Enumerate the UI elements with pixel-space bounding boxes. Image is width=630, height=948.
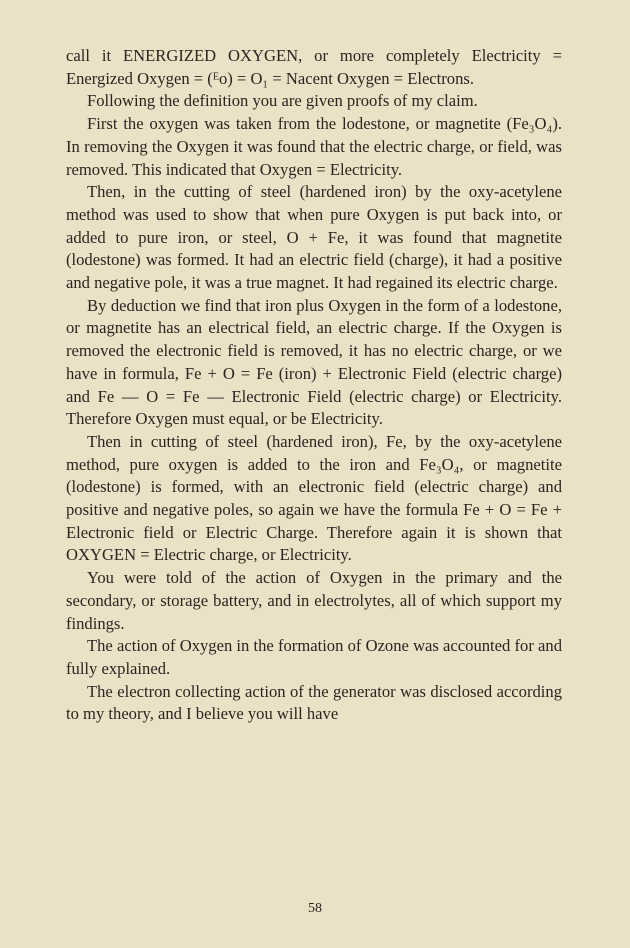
page-number: 58 bbox=[308, 901, 322, 916]
paragraph-8: The action of Oxygen in the formation of Ozone was accounted for and fully explained. bbox=[66, 636, 562, 678]
paragraph-1: call it ENERGIZED OXYGEN, or more completely Electricity = Energized Oxygen = (ᴱo) = O₁ = Nacent Oxygen = Electrons. bbox=[66, 46, 562, 88]
body-text bbox=[66, 45, 562, 726]
paragraph-5: By deduction we find that iron plus Oxygen in the form of a lodestone, or magnetite has an electrical field, an electric charge. If the Oxygen is removed the electronic field is removed, it has no electric charge, or we have in formula, Fe + O = Fe (iron) + Electronic Field (electric charge) and Fe — O = Fe — Electronic Field (electric charge) or Electricity. Therefore Oxygen must equal, or be Electricity. bbox=[66, 295, 562, 429]
paragraph-9: The electron collecting action of the generator was disclosed according to my theory, and I believe you will have bbox=[66, 681, 562, 724]
paragraph-4: Then, in the cutting of steel (hardened iron) by the oxy-acetylene method was used to show that when pure Oxygen is put back into, or added to pure iron, or steel, O + Fe, it was found that magnetite (lodestone) was formed. It had an electric field (charge), it had a positive and negative pole, it was a true magnet. It had regained its electric charge. bbox=[66, 182, 562, 293]
paragraph-3: First the oxygen was taken from the lodestone, or magnetite (Fe₃O₄). In removing the Oxygen it was found that the electric charge, or field, was removed. This indicated that Oxygen = Electricity. bbox=[66, 114, 562, 179]
paragraph-7: You were told of the action of Oxygen in the primary and the secondary, or storage battery, and in electrolytes, all of which support my findings. bbox=[66, 568, 562, 633]
paragraph-2: Following the definition you are given proofs of my claim. bbox=[87, 91, 478, 111]
paragraph-6: Then in cutting of steel (hardened iron), Fe, by the oxy-acetylene method, pure oxygen is added to the iron and Fe₃O₄, or magnetite (lodestone) is formed, with an electronic field (electric charge) and positive and negative poles, so again we have the formula Fe + O = Fe + Electronic field or Electric Charge. Therefore again it is shown that OXYGEN = Electric charge, or Electricity. bbox=[66, 431, 562, 565]
